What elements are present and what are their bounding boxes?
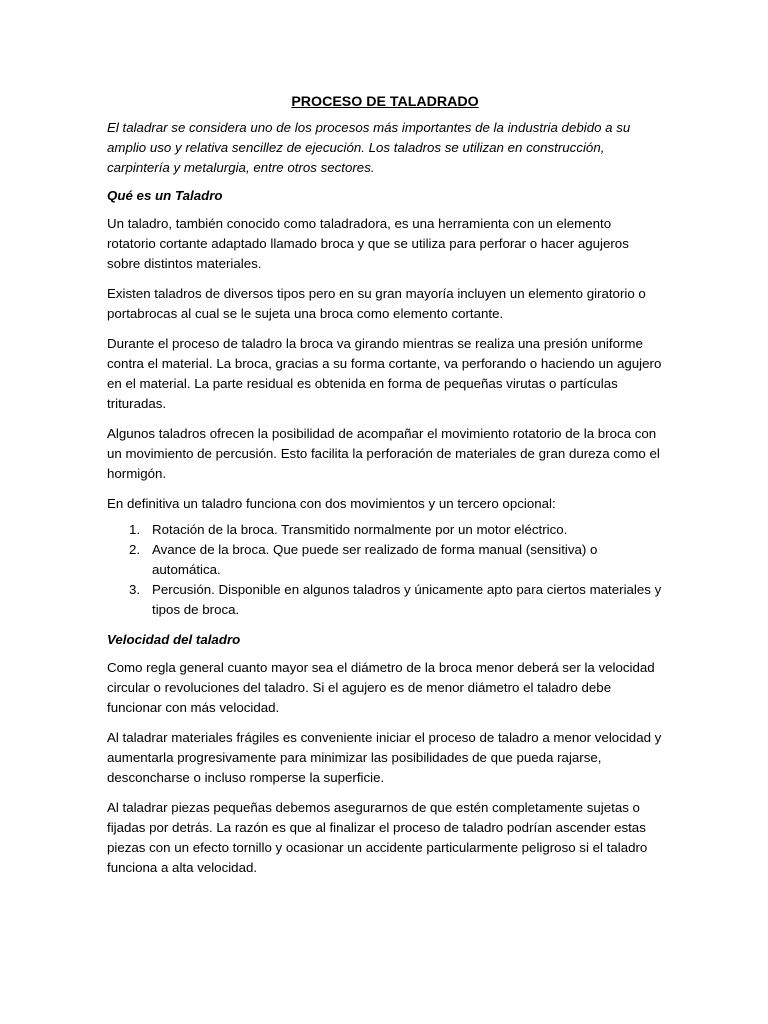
list-item [107,520,663,540]
paragraph: Algunos taladros ofrecen la posibilidad de acompañar el movimiento rotatorio de la broca con un movimiento de percusión. Esto facilita la perforación de materiales de gran dureza como el hormigón. [107,426,660,481]
section-heading-que-es: Qué es un Taladro [107,188,223,203]
list-item-number: 1. [129,522,141,537]
list-item-text: Rotación de la broca. Transmitido normalmente por un motor eléctrico. [152,522,568,537]
section-heading-velocidad: Velocidad del taladro [107,632,241,647]
list-item [107,580,663,620]
intro-paragraph: El taladrar se considera uno de los procesos más importantes de la industria debido a su amplio uso y relativa sencillez de ejecución. Los taladros se utilizan en construcción, carpintería y metalurgia, entre otros sectores. [107,120,631,175]
list-item-text: Avance de la broca. Que puede ser realizado de forma manual (sensitiva) o automática. [152,542,598,577]
paragraph: Un taladro, también conocido como taladradora, es una herramienta con un elemento rotatorio cortante adaptado llamado broca y que se utiliza para perforar o hacer agujeros sobre distintos materiales. [107,216,629,271]
list-item [107,540,663,580]
document-title: PROCESO DE TALADRADO [291,94,479,110]
paragraph: En definitiva un taladro funciona con dos movimientos y un tercero opcional: [107,496,556,511]
paragraph: Como regla general cuanto mayor sea el diámetro de la broca menor deberá ser la velocidad circular o revoluciones del taladro. Si el agujero es de menor diámetro el taladro debe funcionar con más velocidad. [107,660,655,715]
paragraph: Al taladrar materiales frágiles es conveniente iniciar el proceso de taladro a menor velocidad y aumentarla progresivamente para minimizar las posibilidades de que pueda rajarse, desconcharse o incluso romperse la superficie. [107,730,662,785]
paragraph: Al taladrar piezas pequeñas debemos asegurarnos de que estén completamente sujetas o fijadas por detrás. La razón es que al finalizar el proceso de taladro podrían ascender estas piezas con un efecto tornillo y ocasionar un accidente particularmente peligroso si el taladro funciona a alta velocidad. [107,800,648,875]
document-body [107,92,663,888]
list-item-text: Percusión. Disponible en algunos taladros y únicamente apto para ciertos materiales y tipos de broca. [152,582,662,617]
list-item-number: 3. [129,582,141,597]
movements-list [107,520,663,620]
paragraph: Existen taladros de diversos tipos pero en su gran mayoría incluyen un elemento giratorio o portabrocas al cual se le sujeta una broca como elemento cortante. [107,286,646,321]
paragraph: Durante el proceso de taladro la broca va girando mientras se realiza una presión uniforme contra el material. La broca, gracias a su forma cortante, va perforando o haciendo un agujero en el material. La parte residual es obtenida en forma de pequeñas virutas o partículas trituradas. [107,336,662,411]
list-item-number: 2. [129,542,141,557]
